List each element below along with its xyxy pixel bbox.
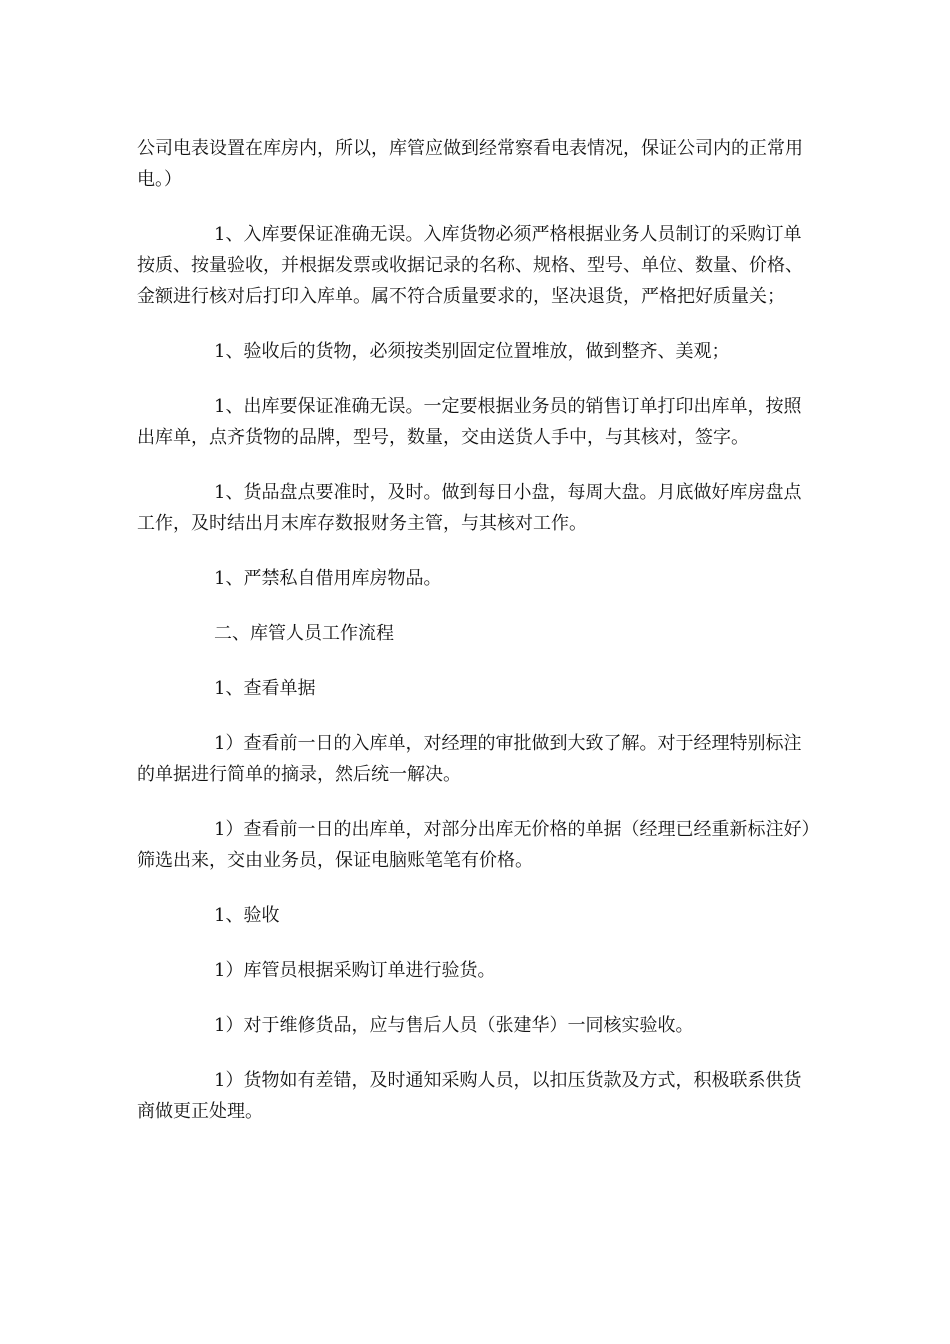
paragraph-inspect-by-order: 1）库管员根据采购订单进行验货。	[214, 960, 496, 981]
subheading-inspection: 1、验收	[214, 905, 280, 926]
paragraph-inbound-accuracy: 1、入库要保证准确无误。入库货物必须严格根据业务人员制订的采购订单按质、按量验收，并根据发票或收据记录的名称、规格、型号、单位、数量、价格、金额进行核对后打印入库单。属不符合质量要求的，坚决退货，严格把好质量关；	[137, 224, 803, 307]
paragraph-stacking: 1、验收后的货物，必须按类别固定位置堆放，做到整齐、美观；	[214, 341, 730, 362]
paragraph-discrepancy: 1）货物如有差错，及时通知采购人员，以扣压货款及方式，积极联系供货商做更正处理。	[137, 1070, 802, 1122]
paragraph-repair-goods: 1）对于维修货品，应与售后人员（张建华）一同核实验收。	[214, 1015, 694, 1036]
paragraph-inventory-count: 1、货品盘点要准时，及时。做到每日小盘，每周大盘。月底做好库房盘点工作，及时结出月末库存数报财务主管，与其核对工作。	[137, 482, 802, 534]
paragraph-check-outbound: 1）查看前一日的出库单，对部分出库无价格的单据（经理已经重新标注好）筛选出来，交由业务员，保证电脑账笔笔有价格。	[137, 819, 811, 871]
document-body	[137, 133, 817, 1151]
paragraph-check-inbound: 1）查看前一日的入库单，对经理的审批做到大致了解。对于经理特别标注的单据进行简单的摘录，然后统一解决。	[137, 733, 802, 785]
paragraph-no-borrowing: 1、严禁私自借用库房物品。	[214, 568, 442, 589]
paragraph-outbound-accuracy: 1、出库要保证准确无误。一定要根据业务员的销售订单打印出库单，按照出库单，点齐货物的品牌，型号，数量，交由送货人手中，与其核对，签字。	[137, 396, 802, 448]
subheading-check-documents: 1、查看单据	[214, 678, 316, 699]
section-heading-workflow: 二、库管人员工作流程	[214, 623, 394, 644]
paragraph-electric-meter: 公司电表设置在库房内，所以，库管应做到经常察看电表情况，保证公司内的正常用电。）	[137, 138, 803, 190]
